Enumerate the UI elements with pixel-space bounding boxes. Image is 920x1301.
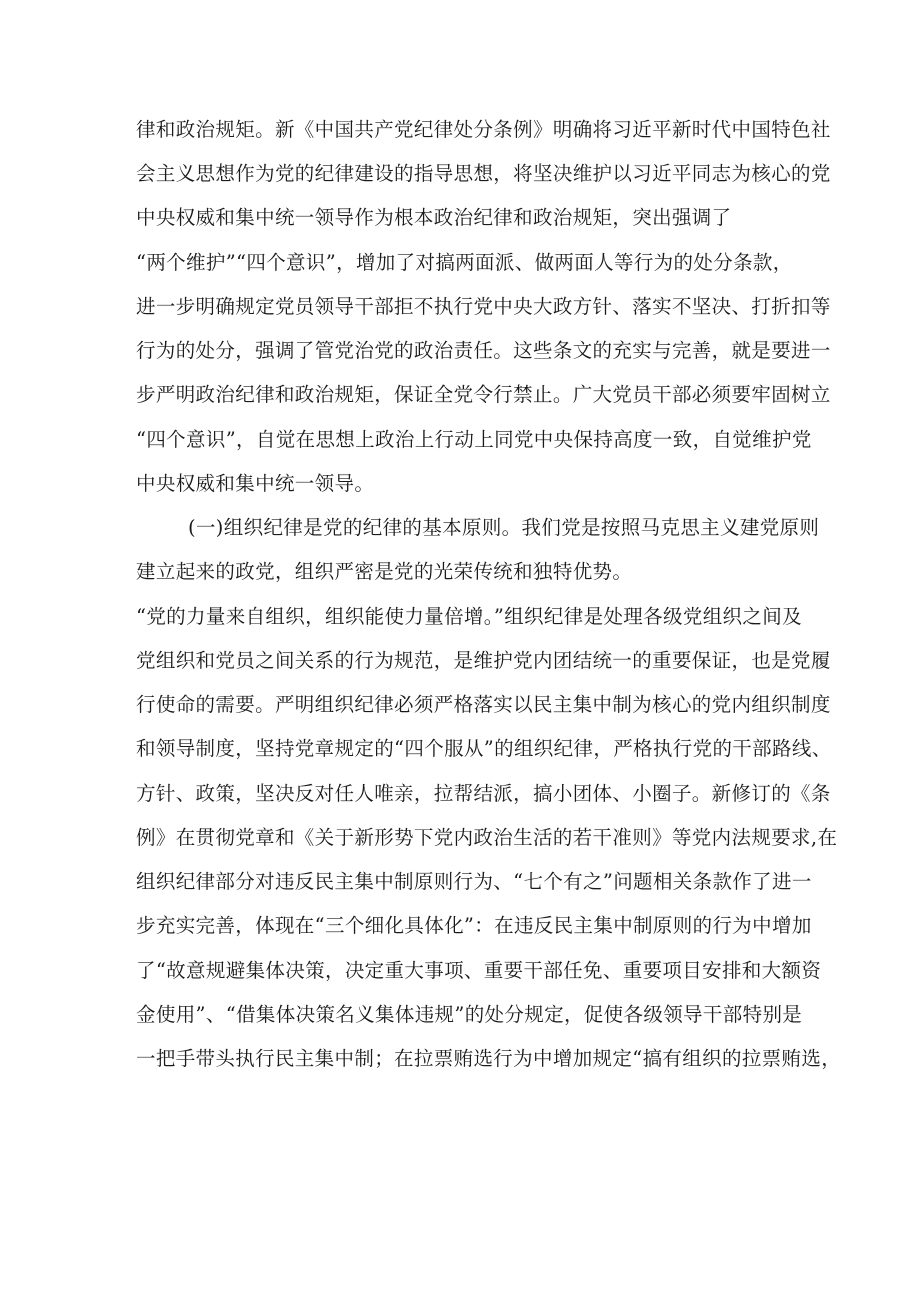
text-line: 了“故意规避集体决策，决定重大事项、重要干部任免、重要项目安排和大额资 bbox=[136, 959, 822, 982]
text-line: 党组织和党员之间关系的行为规范，是维护党内团结统一的重要保证，也是党履 bbox=[136, 649, 831, 672]
text-line: 例》在贯彻党章和《关于新形势下党内政治生活的若干准则》等党内法规要求,在 bbox=[136, 826, 838, 849]
text-line: “党的力量来自组织，组织能使力量倍增。”组织纪律是处理各级党组织之间及 bbox=[136, 605, 802, 628]
text-line: 金使用”、“借集体决策名义集体违规”的处分规定，促使各级领导干部特别是 bbox=[136, 1003, 803, 1026]
text-line: 进一步明确规定党员领导干部拒不执行党中央大政方针、落实不坚决、打折扣等 bbox=[136, 295, 831, 318]
text-line: 中央权威和集中统一领导作为根本政治纪律和政治规矩，突出强调了 bbox=[136, 206, 732, 229]
text-line: 律和政治规矩。新《中国共产党纪律处分条例》明确将习近平新时代中国特色社 bbox=[136, 118, 831, 141]
text-line: 组织纪律部分对违反民主集中制原则行为、“七个有之”问题相关条款作了进一 bbox=[136, 870, 812, 893]
text-line: 行为的处分，强调了管党治党的政治责任。这些条文的充实与完善，就是要进一 bbox=[136, 339, 831, 362]
text-line: “四个意识”，自觉在思想上政治上行动上同党中央保持高度一致，自觉维护党 bbox=[136, 428, 812, 451]
text-line: “两个维护”“四个意识”，增加了对搞两面派、做两面人等行为的处分条款， bbox=[136, 251, 793, 274]
text-line: 会主义思想作为党的纪律建设的指导思想，将坚决维护以习近平同志为核心的党 bbox=[136, 162, 831, 185]
text-line: 中央权威和集中统一领导。 bbox=[136, 472, 375, 495]
text-line: 一把手带头执行民主集中制；在拉票贿选行为中增加规定“搞有组织的拉票贿选， bbox=[136, 1047, 842, 1070]
paragraph-heading: (一)组织纪律是党的纪律的基本原则。我们党是按照马克思主义建党原则 bbox=[188, 516, 820, 539]
text-line: 建立起来的政党，组织严密是党的光荣传统和独特优势。 bbox=[136, 560, 633, 583]
text-line: 方针、政策，坚决反对任人唯亲，拉帮结派，搞小团体、小圈子。新修订的《条 bbox=[136, 782, 831, 805]
text-line: 步充实完善，体现在“三个细化具体化”：在违反民主集中制原则的行为中增加 bbox=[136, 914, 812, 937]
text-line: 行使命的需要。严明组织纪律必须严格落实以民主集中制为核心的党内组织制度 bbox=[136, 693, 831, 716]
text-line: 步严明政治纪律和政治规矩，保证全党令行禁止。广大党员干部必须要牢固树立 bbox=[136, 383, 831, 406]
text-line: 和领导制度，坚持党章规定的“四个服从”的组织纪律，严格执行党的干部路线、 bbox=[136, 737, 832, 760]
